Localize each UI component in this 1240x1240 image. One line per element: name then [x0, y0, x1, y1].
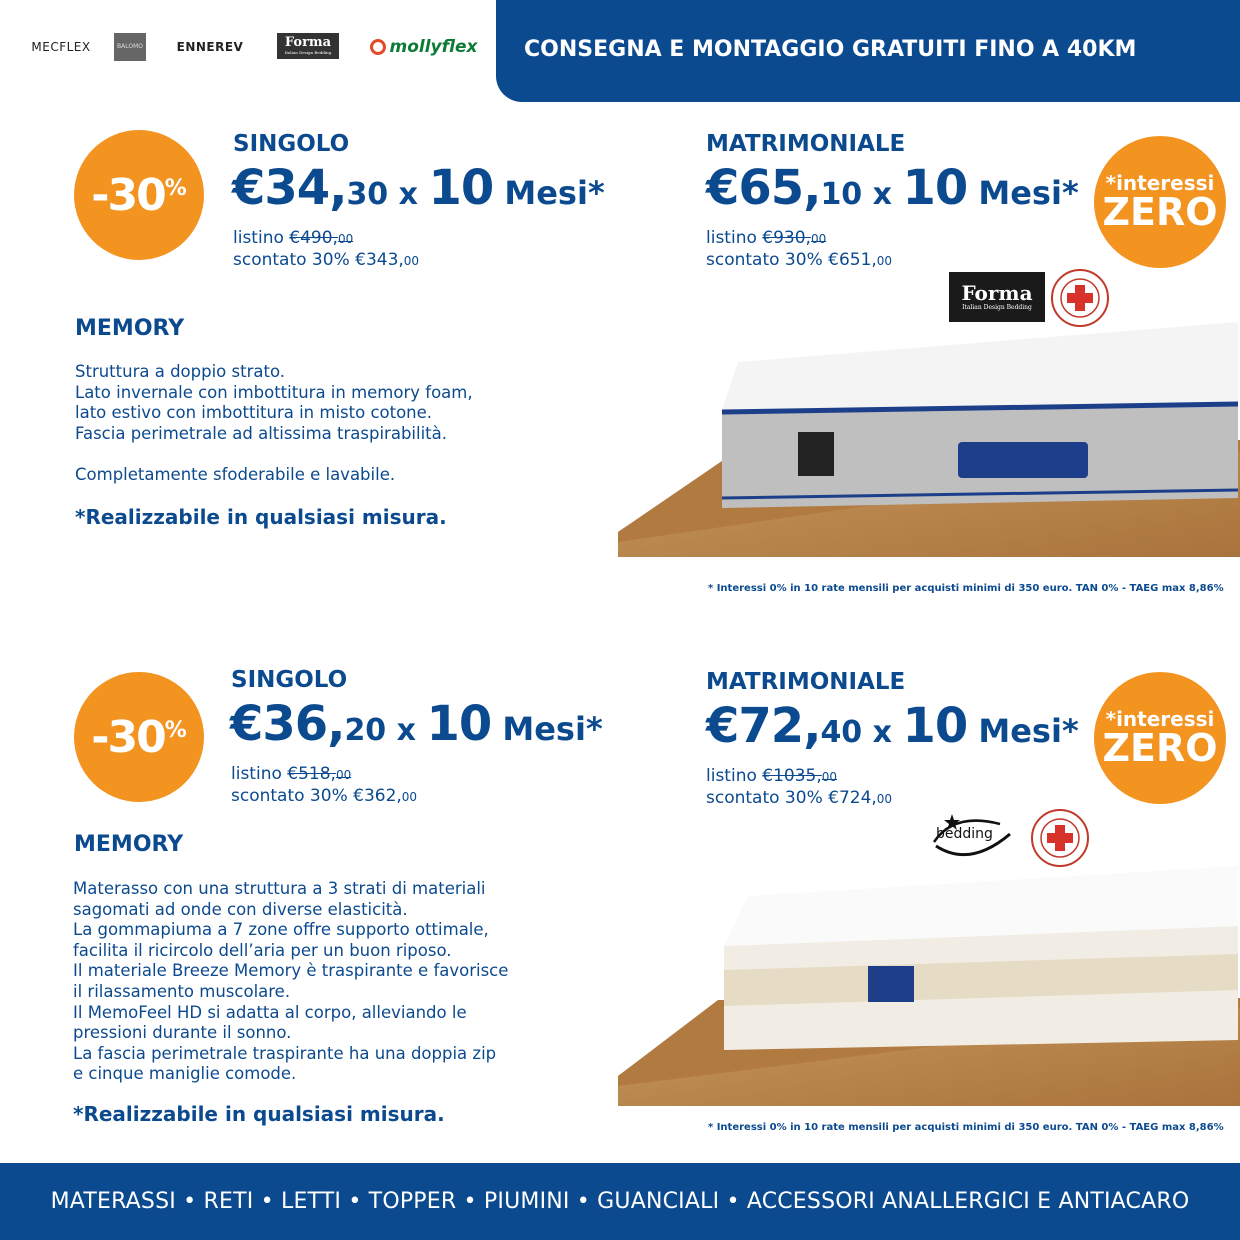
price-note-single [233, 228, 419, 272]
listino-line [706, 228, 892, 250]
scontato-cents: 00 [403, 254, 420, 268]
forma-brand-text: Forma [961, 281, 1033, 305]
price-note-double [706, 766, 892, 810]
discount-badge [74, 130, 204, 260]
size-label-single: SINGOLO [233, 131, 350, 157]
price-main: €34, [232, 160, 347, 216]
price-mesi: Mesi* [967, 174, 1079, 212]
price-months: 10 [428, 160, 494, 216]
discount-percent: % [164, 175, 187, 201]
discount-badge [74, 672, 204, 802]
listino-value [762, 228, 826, 248]
listino-euros: €490, [289, 228, 338, 248]
listino-euros: €1035, [762, 766, 822, 786]
medical-device-cert-icon [1030, 808, 1090, 868]
mecflex-logo: MECFLEX [31, 40, 91, 54]
price-single [230, 696, 603, 752]
listino-label: listino [706, 228, 763, 248]
zero-interest-badge [1094, 136, 1226, 268]
forma-logo-text: Forma [284, 35, 332, 50]
price-times: x [862, 715, 903, 750]
scontato-label: scontato 30% [706, 250, 829, 270]
price-months: 10 [902, 160, 968, 216]
model-title: MEMORY [75, 316, 185, 341]
price-times: x [386, 713, 427, 748]
price-double [706, 698, 1079, 754]
scontato-value: €651, [828, 250, 877, 270]
listino-cents: 00 [810, 232, 827, 246]
listino-value [287, 764, 351, 784]
listino-euros: €518, [287, 764, 336, 784]
bedding-mattress-image [618, 866, 1240, 1110]
price-main: €72, [706, 698, 821, 754]
price-mesi: Mesi* [967, 712, 1079, 750]
discount-percent: % [164, 717, 187, 743]
model-description: Struttura a doppio strato. Lato invernale con imbottitura in memory foam, lato estivo con imbottitura in misto cotone. Fascia perimetrale ad altissima traspirabilità. Completamente sfoderabile e lavabile. [75, 362, 473, 484]
discount-value: -30 [91, 711, 165, 763]
size-label-double: MATRIMONIALE [706, 131, 906, 157]
forma-brand-tagline: Italian Design Bedding [962, 304, 1032, 311]
scontato-cents: 00 [876, 254, 893, 268]
custom-size-note: *Realizzabile in qualsiasi misura. [75, 505, 447, 529]
listino-label: listino [233, 228, 290, 248]
scontato-label: scontato 30% [706, 788, 829, 808]
forma-logo [277, 33, 339, 59]
listino-value [762, 766, 837, 786]
forma-logo-tagline: Italian Design Bedding [284, 50, 332, 55]
zero-badge-big: ZERO [1102, 190, 1218, 234]
scontato-line [706, 788, 892, 810]
model-title: MEMORY [74, 832, 184, 857]
size-label-double: MATRIMONIALE [706, 669, 906, 695]
price-main: €36, [230, 696, 345, 752]
fineprint: * Interessi 0% in 10 rate mensili per acquisti minimi di 350 euro. TAN 0% - TAEG max 8,86% [708, 1122, 1224, 1133]
discount-value: -30 [91, 169, 165, 221]
forma-mattress-image [618, 322, 1240, 562]
price-cents: 10 [820, 177, 863, 212]
size-label-single: SINGOLO [231, 667, 348, 693]
listino-label: listino [706, 766, 763, 786]
footer-product-categories: MATERASSI • RETI • LETTI • TOPPER • PIUMINI • GUANCIALI • ACCESSORI ANALLERGICI E ANTIACARO [0, 1163, 1240, 1240]
delivery-banner: CONSEGNA E MONTAGGIO GRATUITI FINO A 40KM [496, 0, 1240, 102]
price-double [706, 160, 1079, 216]
mollyflex-logo [358, 33, 490, 61]
price-months: 10 [426, 696, 492, 752]
tomasi-logo [114, 33, 146, 61]
listino-euros: €930, [762, 228, 811, 248]
price-times: x [388, 177, 429, 212]
scontato-cents: 00 [401, 790, 418, 804]
custom-size-note: *Realizzabile in qualsiasi misura. [73, 1102, 445, 1126]
listino-line [231, 764, 417, 786]
bedding-brand-text: bedding [936, 826, 993, 842]
price-main: €65, [706, 160, 821, 216]
price-times: x [862, 177, 903, 212]
price-cents: 40 [820, 715, 863, 750]
listino-cents: 00 [821, 770, 838, 784]
price-note-single [231, 764, 417, 808]
scontato-line [706, 250, 892, 272]
listino-line [233, 228, 419, 250]
price-mesi: Mesi* [491, 710, 603, 748]
scontato-value: €724, [828, 788, 877, 808]
forma-brand-mark [949, 272, 1045, 322]
listino-label: listino [231, 764, 288, 784]
zero-badge-top: *interessi [1105, 707, 1215, 731]
zero-badge-top: *interessi [1105, 171, 1215, 195]
scontato-line [231, 786, 417, 808]
scontato-cents: 00 [876, 792, 893, 806]
scontato-label: scontato 30% [231, 786, 354, 806]
price-single [232, 160, 605, 216]
medical-device-cert-icon [1050, 268, 1110, 328]
mollyflex-logo-text: mollyflex [389, 37, 478, 57]
listino-value [289, 228, 353, 248]
fineprint: * Interessi 0% in 10 rate mensili per acquisti minimi di 350 euro. TAN 0% - TAEG max 8,86% [708, 583, 1224, 594]
scontato-line [233, 250, 419, 272]
price-months: 10 [902, 698, 968, 754]
price-mesi: Mesi* [493, 174, 605, 212]
model-description: Materasso con una struttura a 3 strati di materiali sagomati ad onde con diverse elasticità. La gommapiuma a 7 zone offre supporto ottimale, facilita il ricircolo dell’aria per un buon riposo. Il materiale Breeze Memory è traspirante e favorisce il rilassamento muscolare. Il MemoFeel HD si adatta al corpo, alleviando le pressioni durante il sonno. La fascia perimetrale traspirante ha una doppia zip e cinque maniglie comode. [73, 879, 509, 1084]
price-cents: 30 [346, 177, 389, 212]
mollyflex-swirl-icon [370, 39, 386, 55]
scontato-value: €362, [353, 786, 402, 806]
scontato-label: scontato 30% [233, 250, 356, 270]
price-note-double [706, 228, 892, 272]
price-cents: 20 [344, 713, 387, 748]
listino-cents: 00 [337, 232, 354, 246]
zero-interest-badge [1094, 672, 1226, 804]
listino-cents: 00 [335, 768, 352, 782]
bedding-brand-mark [930, 812, 1014, 864]
scontato-value: €343, [355, 250, 404, 270]
ennerev-logo: ENNEREV [176, 40, 244, 54]
listino-line [706, 766, 892, 788]
tomasi-logo-text: BALOMO [117, 43, 143, 50]
zero-badge-big: ZERO [1102, 726, 1218, 770]
